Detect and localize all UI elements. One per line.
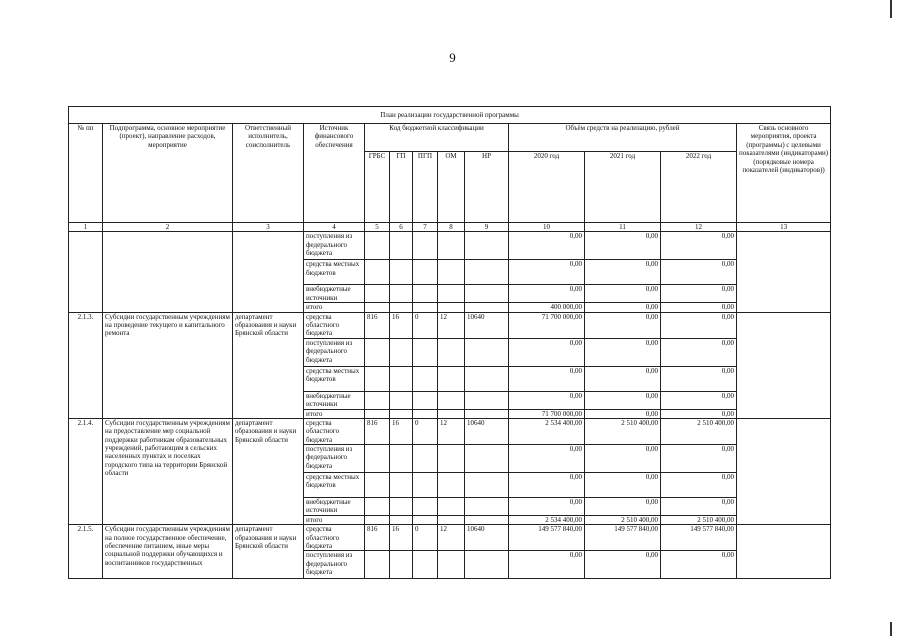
code-np bbox=[465, 515, 509, 524]
code-om: 12 bbox=[438, 312, 465, 338]
value-2020: 0,00 bbox=[509, 498, 585, 516]
code-grbs: 816 bbox=[365, 312, 390, 338]
item-executor: департамент образования и науки Брянской области bbox=[233, 312, 304, 418]
code-om bbox=[438, 232, 465, 260]
column-number: 6 bbox=[390, 223, 413, 232]
code-grbs bbox=[365, 338, 390, 366]
header-om: ОМ bbox=[438, 152, 465, 223]
column-number: 5 bbox=[365, 223, 390, 232]
code-pgp bbox=[413, 303, 438, 312]
value-2020: 0,00 bbox=[509, 445, 585, 473]
value-2020: 2 534 400,00 bbox=[509, 515, 585, 524]
edge-mark-top bbox=[890, 0, 892, 18]
code-pgp: 0 bbox=[413, 418, 438, 444]
code-gp: 16 bbox=[390, 525, 413, 551]
value-2022: 0,00 bbox=[661, 260, 737, 285]
source-cell: средства местных бюджетов bbox=[304, 260, 365, 285]
code-gp bbox=[390, 391, 413, 409]
continued-num bbox=[69, 232, 103, 312]
value-2021: 0,00 bbox=[585, 338, 661, 366]
column-number: 13 bbox=[737, 223, 831, 232]
value-2020: 400 000,00 bbox=[509, 303, 585, 312]
code-om bbox=[438, 551, 465, 579]
value-2020: 71 700 000,00 bbox=[509, 312, 585, 338]
code-grbs bbox=[365, 473, 390, 498]
source-cell: итого bbox=[304, 303, 365, 312]
column-number: 1 bbox=[69, 223, 103, 232]
value-2020: 149 577 840,00 bbox=[509, 525, 585, 551]
item-number: 2.1.4. bbox=[69, 418, 103, 524]
source-cell: внебюджетные источники bbox=[304, 391, 365, 409]
code-np bbox=[465, 445, 509, 473]
code-grbs: 816 bbox=[365, 418, 390, 444]
code-np bbox=[465, 366, 509, 391]
code-om: 12 bbox=[438, 525, 465, 551]
value-2021: 0,00 bbox=[585, 232, 661, 260]
value-2020: 0,00 bbox=[509, 285, 585, 303]
value-2022: 0,00 bbox=[661, 232, 737, 260]
code-om bbox=[438, 498, 465, 516]
source-cell: средства местных бюджетов bbox=[304, 473, 365, 498]
value-2022: 0,00 bbox=[661, 473, 737, 498]
code-np bbox=[465, 338, 509, 366]
source-cell: средства областного бюджета bbox=[304, 312, 365, 338]
code-gp bbox=[390, 473, 413, 498]
item-link bbox=[737, 312, 831, 418]
code-gp: 16 bbox=[390, 418, 413, 444]
code-gp bbox=[390, 366, 413, 391]
value-2021: 0,00 bbox=[585, 391, 661, 409]
value-2022: 2 510 400,00 bbox=[661, 515, 737, 524]
code-np: 10640 bbox=[465, 312, 509, 338]
value-2022: 0,00 bbox=[661, 391, 737, 409]
value-2022: 0,00 bbox=[661, 312, 737, 338]
code-pgp bbox=[413, 338, 438, 366]
code-pgp bbox=[413, 445, 438, 473]
value-2022: 0,00 bbox=[661, 551, 737, 579]
header-2022: 2022 год bbox=[661, 152, 737, 223]
column-number: 9 bbox=[465, 223, 509, 232]
value-2021: 0,00 bbox=[585, 285, 661, 303]
table-title: План реализации государственной программы bbox=[69, 107, 831, 124]
value-2022: 0,00 bbox=[661, 285, 737, 303]
code-grbs bbox=[365, 515, 390, 524]
code-np bbox=[465, 285, 509, 303]
value-2020: 0,00 bbox=[509, 260, 585, 285]
code-gp bbox=[390, 260, 413, 285]
code-om bbox=[438, 445, 465, 473]
source-cell: средства областного бюджета bbox=[304, 418, 365, 444]
code-om bbox=[438, 260, 465, 285]
code-gp bbox=[390, 551, 413, 579]
code-gp bbox=[390, 409, 413, 418]
continued-link bbox=[737, 232, 831, 312]
code-np bbox=[465, 303, 509, 312]
code-gp bbox=[390, 445, 413, 473]
value-2022: 0,00 bbox=[661, 338, 737, 366]
column-number: 11 bbox=[585, 223, 661, 232]
code-grbs bbox=[365, 260, 390, 285]
code-pgp bbox=[413, 498, 438, 516]
value-2021: 0,00 bbox=[585, 473, 661, 498]
code-np bbox=[465, 473, 509, 498]
column-numbers-row bbox=[69, 223, 831, 232]
column-number: 10 bbox=[509, 223, 585, 232]
code-np bbox=[465, 391, 509, 409]
value-2021: 2 510 400,00 bbox=[585, 418, 661, 444]
value-2022: 0,00 bbox=[661, 498, 737, 516]
header-source: Источник финансового обеспечения bbox=[304, 124, 365, 223]
value-2021: 0,00 bbox=[585, 551, 661, 579]
value-2021: 2 510 400,00 bbox=[585, 515, 661, 524]
code-om: 12 bbox=[438, 418, 465, 444]
value-2020: 0,00 bbox=[509, 338, 585, 366]
value-2021: 0,00 bbox=[585, 409, 661, 418]
value-2021: 0,00 bbox=[585, 366, 661, 391]
code-np bbox=[465, 260, 509, 285]
header-num: № пп bbox=[69, 124, 103, 223]
source-cell: внебюджетные источники bbox=[304, 285, 365, 303]
source-cell: поступления из федерального бюджета bbox=[304, 338, 365, 366]
item-executor: департамент образования и науки Брянской области bbox=[233, 525, 304, 579]
code-om bbox=[438, 409, 465, 418]
column-number: 2 bbox=[103, 223, 233, 232]
code-om bbox=[438, 303, 465, 312]
value-2021: 0,00 bbox=[585, 312, 661, 338]
value-2022: 149 577 840,00 bbox=[661, 525, 737, 551]
source-cell: средства областного бюджета bbox=[304, 525, 365, 551]
code-grbs bbox=[365, 303, 390, 312]
source-cell: итого bbox=[304, 409, 365, 418]
header-executor: Ответственный исполнитель, соисполнитель bbox=[233, 124, 304, 223]
value-2020: 0,00 bbox=[509, 366, 585, 391]
code-om bbox=[438, 473, 465, 498]
value-2021: 0,00 bbox=[585, 260, 661, 285]
source-cell: поступления из федерального бюджета bbox=[304, 551, 365, 579]
value-2021: 0,00 bbox=[585, 303, 661, 312]
column-number: 3 bbox=[233, 223, 304, 232]
value-2021: 0,00 bbox=[585, 445, 661, 473]
code-grbs bbox=[365, 498, 390, 516]
code-grbs bbox=[365, 391, 390, 409]
code-gp bbox=[390, 285, 413, 303]
code-grbs bbox=[365, 445, 390, 473]
code-om bbox=[438, 338, 465, 366]
continued-executor bbox=[233, 232, 304, 312]
code-np: 10640 bbox=[465, 525, 509, 551]
table-row bbox=[69, 312, 831, 338]
code-pgp bbox=[413, 285, 438, 303]
code-pgp bbox=[413, 232, 438, 260]
item-executor: департамент образования и науки Брянской области bbox=[233, 418, 304, 524]
code-np bbox=[465, 232, 509, 260]
code-pgp bbox=[413, 515, 438, 524]
source-cell: поступления из федерального бюджета bbox=[304, 232, 365, 260]
code-grbs bbox=[365, 366, 390, 391]
value-2022: 0,00 bbox=[661, 445, 737, 473]
code-np: 10640 bbox=[465, 418, 509, 444]
header-2020: 2020 год bbox=[509, 152, 585, 223]
code-om bbox=[438, 285, 465, 303]
column-number: 12 bbox=[661, 223, 737, 232]
plan-table bbox=[68, 106, 831, 579]
item-link bbox=[737, 418, 831, 524]
code-pgp: 0 bbox=[413, 312, 438, 338]
code-gp bbox=[390, 498, 413, 516]
item-link bbox=[737, 525, 831, 579]
code-gp bbox=[390, 303, 413, 312]
code-grbs bbox=[365, 409, 390, 418]
code-pgp bbox=[413, 473, 438, 498]
item-name: Субсидии государственным учреждениям на полное государственное обеспечение, обеспечение питанием, иные меры социальной поддержки обучающихся и воспитанников государственных bbox=[103, 525, 233, 579]
code-pgp bbox=[413, 366, 438, 391]
source-cell: итого bbox=[304, 515, 365, 524]
continued-program bbox=[103, 232, 233, 312]
code-np bbox=[465, 551, 509, 579]
item-number: 2.1.3. bbox=[69, 312, 103, 418]
code-grbs: 816 bbox=[365, 525, 390, 551]
code-om bbox=[438, 366, 465, 391]
value-2022: 0,00 bbox=[661, 303, 737, 312]
header-pgp: ПГП bbox=[413, 152, 438, 223]
item-name: Субсидии государственным учреждениям на предоставление мер социальной поддержки работникам образовательных учреждений, работающим в сельских населенных пунктах и поселках городского типа на территории Брянской области bbox=[103, 418, 233, 524]
table-row bbox=[69, 525, 831, 551]
code-np bbox=[465, 498, 509, 516]
value-2022: 2 510 400,00 bbox=[661, 418, 737, 444]
item-name: Субсидии государственным учреждениям на проведение текущего и капитального ремонта bbox=[103, 312, 233, 418]
column-number: 7 bbox=[413, 223, 438, 232]
column-number: 4 bbox=[304, 223, 365, 232]
value-2021: 0,00 bbox=[585, 498, 661, 516]
code-grbs bbox=[365, 285, 390, 303]
code-pgp: 0 bbox=[413, 525, 438, 551]
edge-mark-bottom bbox=[890, 622, 892, 636]
code-gp bbox=[390, 515, 413, 524]
code-pgp bbox=[413, 391, 438, 409]
header-gp: ГП bbox=[390, 152, 413, 223]
value-2020: 0,00 bbox=[509, 551, 585, 579]
header-program: Подпрограмма, основное мероприятие (проект), направление расходов, мероприятие bbox=[103, 124, 233, 223]
header-link: Связь основного мероприятия, проекта (программы) с целевыми показателями (индикаторами) (порядковые номера показателей (индикаторов)) bbox=[737, 124, 831, 223]
code-gp: 16 bbox=[390, 312, 413, 338]
value-2020: 2 534 400,00 bbox=[509, 418, 585, 444]
code-pgp bbox=[413, 551, 438, 579]
code-gp bbox=[390, 338, 413, 366]
header-budget-code: Код бюджетной классификации bbox=[365, 124, 509, 152]
code-grbs bbox=[365, 232, 390, 260]
code-om bbox=[438, 515, 465, 524]
source-cell: поступления из федерального бюджета bbox=[304, 445, 365, 473]
table-row bbox=[69, 418, 831, 444]
header-volume: Объём средств на реализацию, рублей bbox=[509, 124, 737, 152]
source-cell: внебюджетные источники bbox=[304, 498, 365, 516]
value-2020: 0,00 bbox=[509, 232, 585, 260]
value-2022: 0,00 bbox=[661, 409, 737, 418]
item-number: 2.1.5. bbox=[69, 525, 103, 579]
code-np bbox=[465, 409, 509, 418]
value-2021: 149 577 840,00 bbox=[585, 525, 661, 551]
header-grbs: ГРБС bbox=[365, 152, 390, 223]
code-om bbox=[438, 391, 465, 409]
header-np: НР bbox=[465, 152, 509, 223]
column-number: 8 bbox=[438, 223, 465, 232]
table-row bbox=[69, 232, 831, 260]
source-cell: средства местных бюджетов bbox=[304, 366, 365, 391]
code-pgp bbox=[413, 409, 438, 418]
header-2021: 2021 год bbox=[585, 152, 661, 223]
code-gp bbox=[390, 232, 413, 260]
value-2020: 0,00 bbox=[509, 473, 585, 498]
code-grbs bbox=[365, 551, 390, 579]
value-2020: 0,00 bbox=[509, 391, 585, 409]
value-2020: 71 700 000,00 bbox=[509, 409, 585, 418]
code-pgp bbox=[413, 260, 438, 285]
page-number: 9 bbox=[449, 50, 456, 65]
value-2022: 0,00 bbox=[661, 366, 737, 391]
